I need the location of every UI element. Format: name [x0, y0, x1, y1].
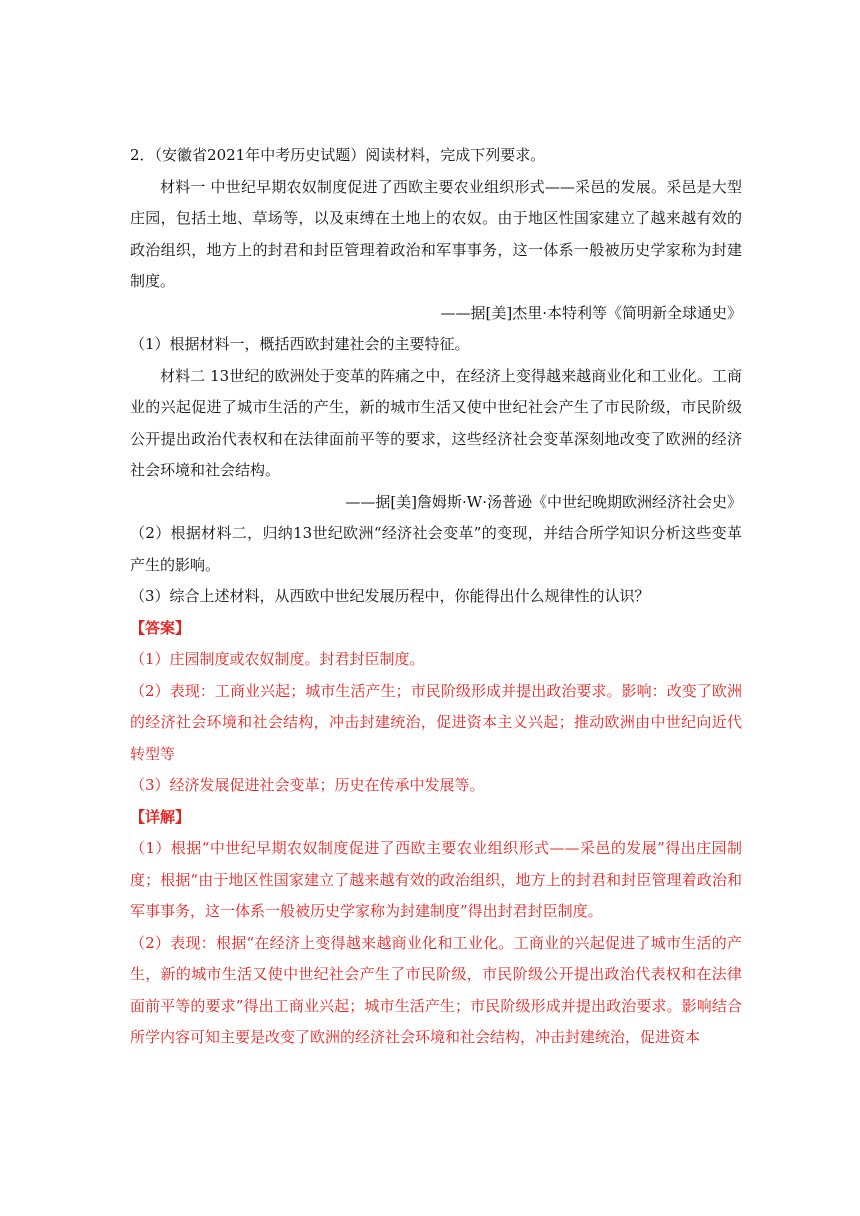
detail-2: （2）表现：根据“在经济上变得越来越商业化和工业化。工商业的兴起促进了城市生活的产生，新的城市生活又使中世纪社会产生了市民阶级，市民阶级公开提出政治代表权和在法律面前平等的要求”得出工商业兴起；城市生活产生；市民阶级形成并提出政治要求。影响结合所学内容可知主要是改变了欧洲的经济社会环境和社会结构，冲击封建统治，促进资本: [130, 933, 742, 1046]
material-one: 材料一 中世纪早期农奴制度促进了西欧主要农业组织形式——采邑的发展。采邑是大型庄园，包括土地、草场等，以及束缚在土地上的农奴。由于地区性国家建立了越来越有效的政治组织，地方上的封君和封臣管理着政治和军事事务，这一体系一般被历史学家称为封建制度。: [130, 177, 742, 290]
answer-1: （1）庄园制度或农奴制度。封君封臣制度。: [130, 650, 425, 668]
sub-question-2: （2）根据材料二，归纳13世纪欧洲“经济社会变革”的变现，并结合所学知识分析这些变革产生的影响。: [130, 524, 742, 574]
sub-question-1: （1）根据材料一，概括西欧封建社会的主要特征。: [130, 335, 470, 353]
sub-question-3: （3）综合上述材料，从西欧中世纪发展历程中，你能得出什么规律性的认识？: [130, 587, 650, 605]
citation-two: ——据[美]詹姆斯·W·汤普逊《中世纪晚期欧洲经济社会史》: [345, 492, 742, 511]
detail-1: （1）根据“中世纪早期农奴制度促进了西欧主要农业组织形式——采邑的发展”得出庄园制度；根据“由于地区性国家建立了越来越有效的政治组织，地方上的封君和封臣管理着政治和军事事务，这一体系一般被历史学家称为封建制度”得出封君封臣制度。: [130, 839, 742, 920]
question-stem: 2．（安徽省2021年中考历史试题）阅读材料，完成下列要求。: [130, 146, 546, 164]
citation-one: ——据[美]杰里·本特利等《简明新全球通史》: [440, 303, 742, 322]
answer-2: （2）表现：工商业兴起；城市生活产生；市民阶级形成并提出政治要求。影响：改变了欧洲的经济社会环境和社会结构，冲击封建统治，促进资本主义兴起；推动欧洲由中世纪向近代转型等: [130, 681, 742, 763]
detail-heading: 【详解】: [130, 807, 191, 826]
answer-heading: 【答案】: [130, 618, 191, 637]
question-content: [130, 140, 742, 1054]
answer-3: （3）经济发展促进社会变革；历史在传承中发展等。: [130, 776, 485, 794]
material-two: 材料二 13世纪的欧洲处于变革的阵痛之中，在经济上变得越来越商业化和工业化。工商业的兴起促进了城市生活的产生，新的城市生活又使中世纪社会产生了市民阶级，市民阶级公开提出政治代表权和在法律面前平等的要求，这些经济社会变革深刻地改变了欧洲的经济社会环境和社会结构。: [130, 366, 742, 479]
